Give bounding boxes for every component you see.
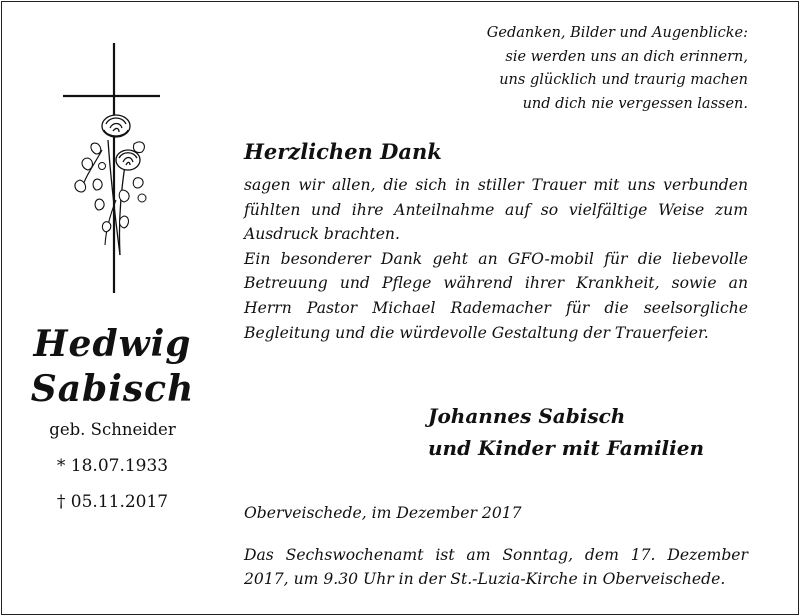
thanks-paragraph: sagen wir allen, die sich in stiller Trauer mit uns verbunden fühlten und ihre Anteilnahme auf so vielfältige Weise zum Ausdruck brachten.: [244, 176, 748, 244]
poem-line: uns glücklich und traurig machen: [499, 72, 748, 88]
last-name: Sabisch: [30, 368, 195, 410]
signature: [428, 401, 704, 464]
signature-line: und Kinder mit Familien: [428, 435, 705, 460]
deceased-info: [0, 322, 225, 520]
death-date: † 05.11.2017: [56, 492, 169, 512]
thanks-body: [244, 173, 748, 345]
birth-date: * 18.07.1933: [56, 456, 169, 476]
thanks-heading: Herzlichen Dank: [244, 139, 442, 164]
cross-with-roses-icon: [58, 40, 168, 296]
maiden-name: geb. Schneider: [49, 420, 176, 439]
first-name: Hedwig: [33, 323, 192, 365]
signature-line: Johannes Sabisch: [428, 404, 626, 428]
service-note: Das Sechswochenamt ist am Sonntag, dem 17. Dezember 2017, um 9.30 Uhr in der St.-Luzia-Kirche in Oberveischede.: [244, 546, 748, 588]
poem-line: Gedanken, Bilder und Augenblicke:: [486, 25, 748, 41]
poem-line: und dich nie vergessen lassen.: [522, 95, 748, 112]
poem-line: sie werden uns an dich erinnern,: [505, 48, 748, 65]
poem: [487, 22, 748, 116]
place-date: Oberveischede, im Dezember 2017: [244, 504, 522, 522]
thanks-paragraph: Ein besonderer Dank geht an GFO-mobil für die liebevolle Betreuung und Pflege während ihrer Krankheit, sowie an Herrn Pastor Michael Rademacher für die seelsorgliche Begleitung und die würdevolle Gestaltung der Trauerfeier.: [244, 249, 748, 342]
